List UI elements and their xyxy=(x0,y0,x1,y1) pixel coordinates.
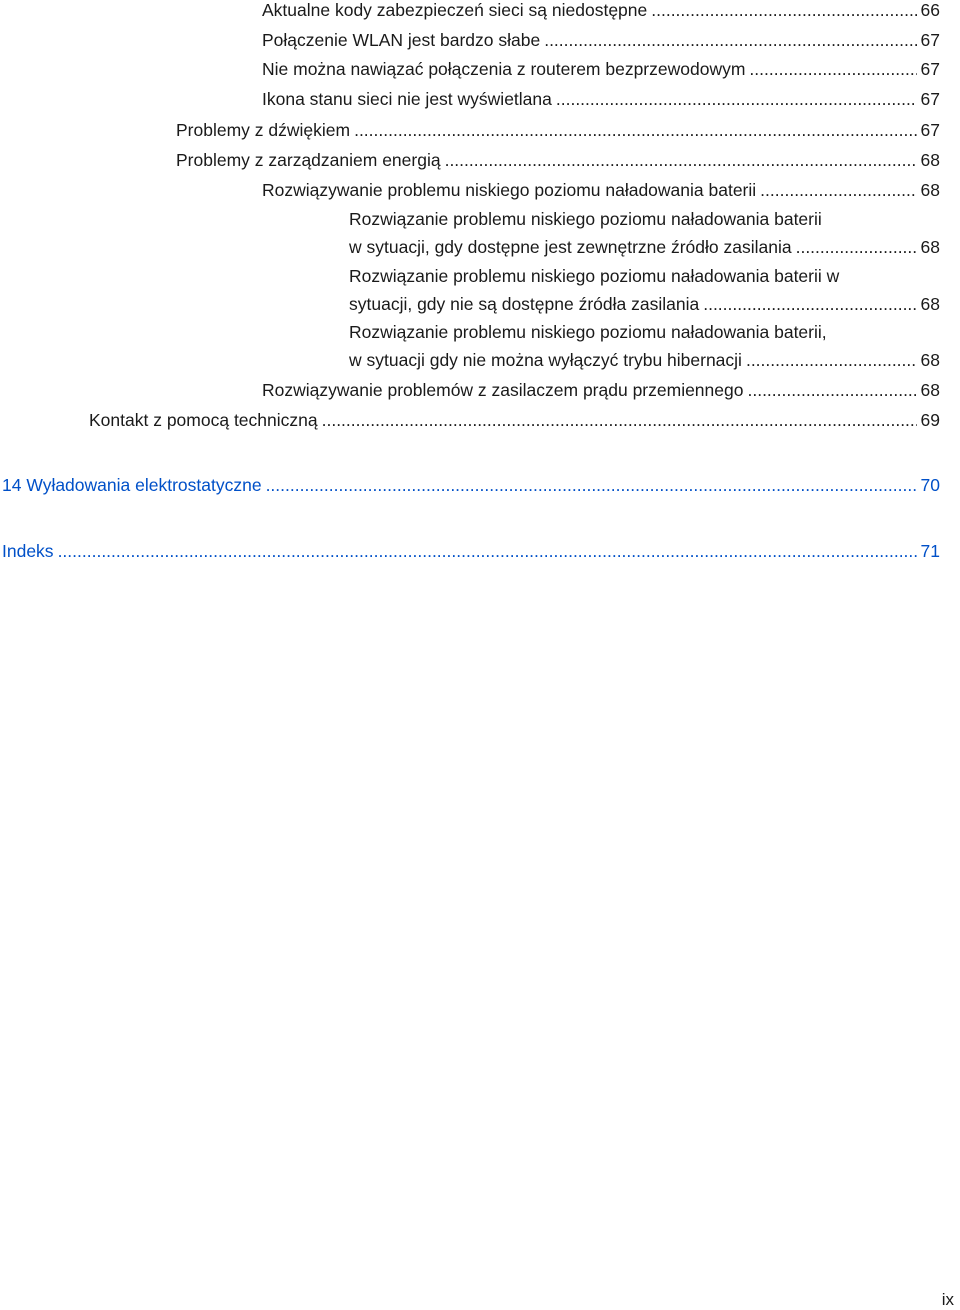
dot-leader xyxy=(354,116,916,144)
toc-entry-page: 68 xyxy=(920,380,940,400)
dot-leader xyxy=(749,55,916,83)
toc-entry-page: 67 xyxy=(920,89,940,109)
toc-chapter-page: 71 xyxy=(920,541,940,561)
toc-entry[interactable] xyxy=(262,85,940,113)
toc-chapter-page: 70 xyxy=(920,475,940,495)
toc-entry-title: w sytuacji gdy nie można wyłączyć trybu hibernacji xyxy=(349,350,742,370)
toc-entry-title: Nie można nawiązać połączenia z routerem bezprzewodowym xyxy=(262,59,746,79)
toc-entry[interactable] xyxy=(262,376,940,404)
toc-entry-page: 68 xyxy=(920,237,940,257)
dot-leader xyxy=(556,85,917,113)
toc-entry[interactable] xyxy=(349,205,940,261)
dot-leader xyxy=(544,26,916,54)
dot-leader xyxy=(322,406,917,434)
toc-entry-title-line1: Rozwiązanie problemu niskiego poziomu naładowania baterii w xyxy=(349,266,840,286)
toc-chapter-link[interactable] xyxy=(2,537,940,565)
dot-leader xyxy=(747,376,916,404)
toc-entry-page: 67 xyxy=(920,120,940,140)
toc-entry[interactable] xyxy=(262,26,940,54)
toc-entry-title: Problemy z zarządzaniem energią xyxy=(176,150,441,170)
toc-entry-page: 67 xyxy=(920,30,940,50)
toc-entry-page: 66 xyxy=(920,0,940,20)
dot-leader xyxy=(760,176,916,204)
dot-leader xyxy=(445,146,917,174)
dot-leader xyxy=(796,233,917,261)
toc-entry-title: Rozwiązywanie problemu niskiego poziomu naładowania baterii xyxy=(262,180,757,200)
page-number: ix xyxy=(941,1290,954,1309)
dot-leader xyxy=(651,0,916,24)
toc-entry-page: 68 xyxy=(920,180,940,200)
toc-entry[interactable] xyxy=(262,55,940,83)
toc-entry-page: 67 xyxy=(920,59,940,79)
toc-entry-title-line1: Rozwiązanie problemu niskiego poziomu naładowania baterii, xyxy=(349,322,827,342)
toc-entry[interactable] xyxy=(176,146,940,174)
toc-entry[interactable] xyxy=(262,0,940,24)
toc-entry-title: Problemy z dźwiękiem xyxy=(176,120,351,140)
toc-entry-title: sytuacji, gdy nie są dostępne źródła zasilania xyxy=(349,294,700,314)
toc-entry-page: 69 xyxy=(920,410,940,430)
dot-leader xyxy=(703,290,916,318)
dot-leader xyxy=(266,471,917,499)
toc-entry-title: Kontakt z pomocą techniczną xyxy=(89,410,318,430)
dot-leader xyxy=(746,346,917,374)
toc-entry-title-line1: Rozwiązanie problemu niskiego poziomu naładowania baterii xyxy=(349,209,822,229)
toc-entry-title: w sytuacji, gdy dostępne jest zewnętrzne źródło zasilania xyxy=(349,237,792,257)
dot-leader xyxy=(58,537,917,565)
toc-entry[interactable] xyxy=(349,262,940,318)
toc-chapter-link[interactable] xyxy=(2,471,940,499)
toc-entry-title: Ikona stanu sieci nie jest wyświetlana xyxy=(262,89,552,109)
toc-entry-title: Połączenie WLAN jest bardzo słabe xyxy=(262,30,541,50)
toc-entry-page: 68 xyxy=(920,350,940,370)
toc-entry-title: Aktualne kody zabezpieczeń sieci są niedostępne xyxy=(262,0,648,20)
toc-entry[interactable] xyxy=(89,406,940,434)
toc-entry[interactable] xyxy=(349,318,940,374)
toc-chapter-title: 14 Wyładowania elektrostatyczne xyxy=(2,475,262,495)
toc-entry[interactable] xyxy=(176,116,940,144)
toc-entry-page: 68 xyxy=(920,294,940,314)
toc-entry[interactable] xyxy=(262,176,940,204)
toc-entry-page: 68 xyxy=(920,150,940,170)
toc-entry-title: Rozwiązywanie problemów z zasilaczem prądu przemiennego xyxy=(262,380,744,400)
toc-chapter-title: Indeks xyxy=(2,541,54,561)
